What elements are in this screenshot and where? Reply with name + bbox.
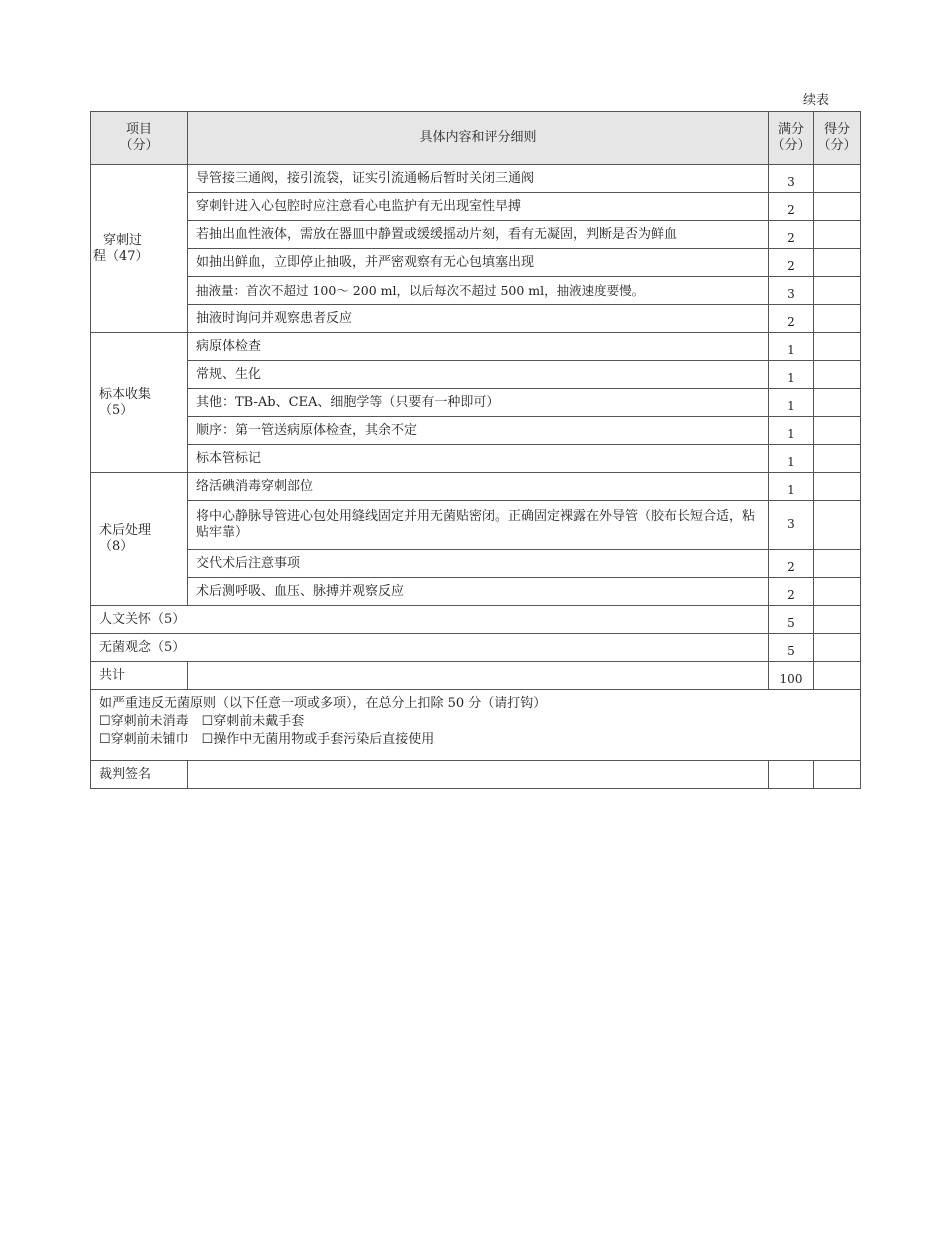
earned-score-cell[interactable] xyxy=(814,221,861,249)
table-row xyxy=(91,550,861,578)
content-cell: 标本管标记 xyxy=(188,445,769,473)
category-cell: 穿刺过 程（47） xyxy=(91,165,188,333)
referee-blank-cell xyxy=(814,761,861,789)
scoring-table xyxy=(90,111,861,789)
earned-score-cell[interactable] xyxy=(814,662,861,690)
full-score-cell: 1 xyxy=(769,333,814,361)
earned-score-cell[interactable] xyxy=(814,578,861,606)
earned-score-cell[interactable] xyxy=(814,193,861,221)
table-row xyxy=(91,249,861,277)
earned-score-cell[interactable] xyxy=(814,305,861,333)
continued-label: 续表 xyxy=(803,93,830,108)
content-cell: 抽液量：首次不超过 100～ 200 ml，以后每次不超过 500 ml，抽液速度要慢。 xyxy=(188,277,769,305)
total-blank-cell xyxy=(188,662,769,690)
total-label: 共计 xyxy=(91,662,188,690)
header-item: 项目 （分） xyxy=(91,112,188,165)
total-row xyxy=(91,662,861,690)
content-cell: 病原体检查 xyxy=(188,333,769,361)
header-full-score: 满分 （分） xyxy=(769,112,814,165)
category-cell: 标本收集 （5） xyxy=(91,333,188,473)
table-row xyxy=(91,578,861,606)
content-cell: 顺序：第一管送病原体检查，其余不定 xyxy=(188,417,769,445)
earned-score-cell[interactable] xyxy=(814,277,861,305)
referee-signature-cell[interactable] xyxy=(188,761,769,789)
table-row xyxy=(91,277,861,305)
table-row xyxy=(91,221,861,249)
table-row xyxy=(91,445,861,473)
full-score-cell: 2 xyxy=(769,578,814,606)
header-row xyxy=(91,112,861,165)
earned-score-cell[interactable] xyxy=(814,445,861,473)
full-score-cell: 2 xyxy=(769,550,814,578)
deduction-row xyxy=(91,690,861,761)
earned-score-cell[interactable] xyxy=(814,501,861,550)
earned-score-cell[interactable] xyxy=(814,249,861,277)
content-cell: 穿刺针进入心包腔时应注意看心电监护有无出现室性早搏 xyxy=(188,193,769,221)
content-cell: 若抽出血性液体，需放在器皿中静置或缓缓摇动片刻，看有无凝固，判断是否为鲜血 xyxy=(188,221,769,249)
content-cell: 如抽出鲜血，立即停止抽吸，并严密观察有无心包填塞出现 xyxy=(188,249,769,277)
full-score-cell: 2 xyxy=(769,193,814,221)
header-content: 具体内容和评分细则 xyxy=(188,112,769,165)
humanistic-care-label: 人文关怀（5） xyxy=(91,606,769,634)
aseptic-concept-label: 无菌观念（5） xyxy=(91,634,769,662)
earned-score-cell[interactable] xyxy=(814,389,861,417)
table-row xyxy=(91,417,861,445)
table-row xyxy=(91,501,861,550)
content-cell: 术后测呼吸、血压、脉搏并观察反应 xyxy=(188,578,769,606)
table-row xyxy=(91,165,861,193)
earned-score-cell[interactable] xyxy=(814,165,861,193)
content-cell: 导管接三通阀，接引流袋，证实引流通畅后暂时关闭三通阀 xyxy=(188,165,769,193)
category-cell: 术后处理 （8） xyxy=(91,473,188,606)
table-row xyxy=(91,193,861,221)
full-score-cell: 2 xyxy=(769,249,814,277)
table-row xyxy=(91,361,861,389)
deduction-checkboxes-1[interactable]: ☐穿刺前未消毒 ☐穿刺前未戴手套 xyxy=(99,714,305,729)
content-cell: 交代术后注意事项 xyxy=(188,550,769,578)
referee-blank-cell xyxy=(769,761,814,789)
deduction-rule: 如严重违反无菌原则（以下任意一项或多项），在总分上扣除 50 分（请打钩） xyxy=(99,696,547,711)
content-cell: 络活碘消毒穿刺部位 xyxy=(188,473,769,501)
full-score-cell: 1 xyxy=(769,417,814,445)
earned-score-cell[interactable] xyxy=(814,473,861,501)
table-row xyxy=(91,333,861,361)
earned-score-cell[interactable] xyxy=(814,634,861,662)
full-score-cell: 2 xyxy=(769,221,814,249)
full-score-cell: 3 xyxy=(769,501,814,550)
table-row xyxy=(91,305,861,333)
content-cell: 常规、生化 xyxy=(188,361,769,389)
earned-score-cell[interactable] xyxy=(814,417,861,445)
full-score-cell: 3 xyxy=(769,165,814,193)
referee-label: 裁判签名 xyxy=(91,761,188,789)
content-cell: 其他：TB-Ab、CEA、细胞学等（只要有一种即可） xyxy=(188,389,769,417)
aseptic-concept-row xyxy=(91,634,861,662)
table-row xyxy=(91,473,861,501)
content-cell: 抽液时询问并观察患者反应 xyxy=(188,305,769,333)
total-score-cell: 100 xyxy=(769,662,814,690)
full-score-cell: 5 xyxy=(769,634,814,662)
referee-row xyxy=(91,761,861,789)
deduction-checkboxes-2[interactable]: ☐穿刺前未铺巾 ☐操作中无菌用物或手套污染后直接使用 xyxy=(99,732,435,747)
full-score-cell: 2 xyxy=(769,305,814,333)
earned-score-cell[interactable] xyxy=(814,550,861,578)
deduction-note xyxy=(91,690,861,761)
full-score-cell: 1 xyxy=(769,389,814,417)
full-score-cell: 1 xyxy=(769,361,814,389)
content-cell: 将中心静脉导管进心包处用缝线固定并用无菌贴密闭。正确固定裸露在外导管（胶布长短合适，粘贴牢靠） xyxy=(188,501,769,550)
earned-score-cell[interactable] xyxy=(814,606,861,634)
earned-score-cell[interactable] xyxy=(814,361,861,389)
full-score-cell: 1 xyxy=(769,445,814,473)
full-score-cell: 1 xyxy=(769,473,814,501)
earned-score-cell[interactable] xyxy=(814,333,861,361)
humanistic-care-row xyxy=(91,606,861,634)
table-row xyxy=(91,389,861,417)
header-earned: 得分 （分） xyxy=(814,112,861,165)
full-score-cell: 5 xyxy=(769,606,814,634)
full-score-cell: 3 xyxy=(769,277,814,305)
